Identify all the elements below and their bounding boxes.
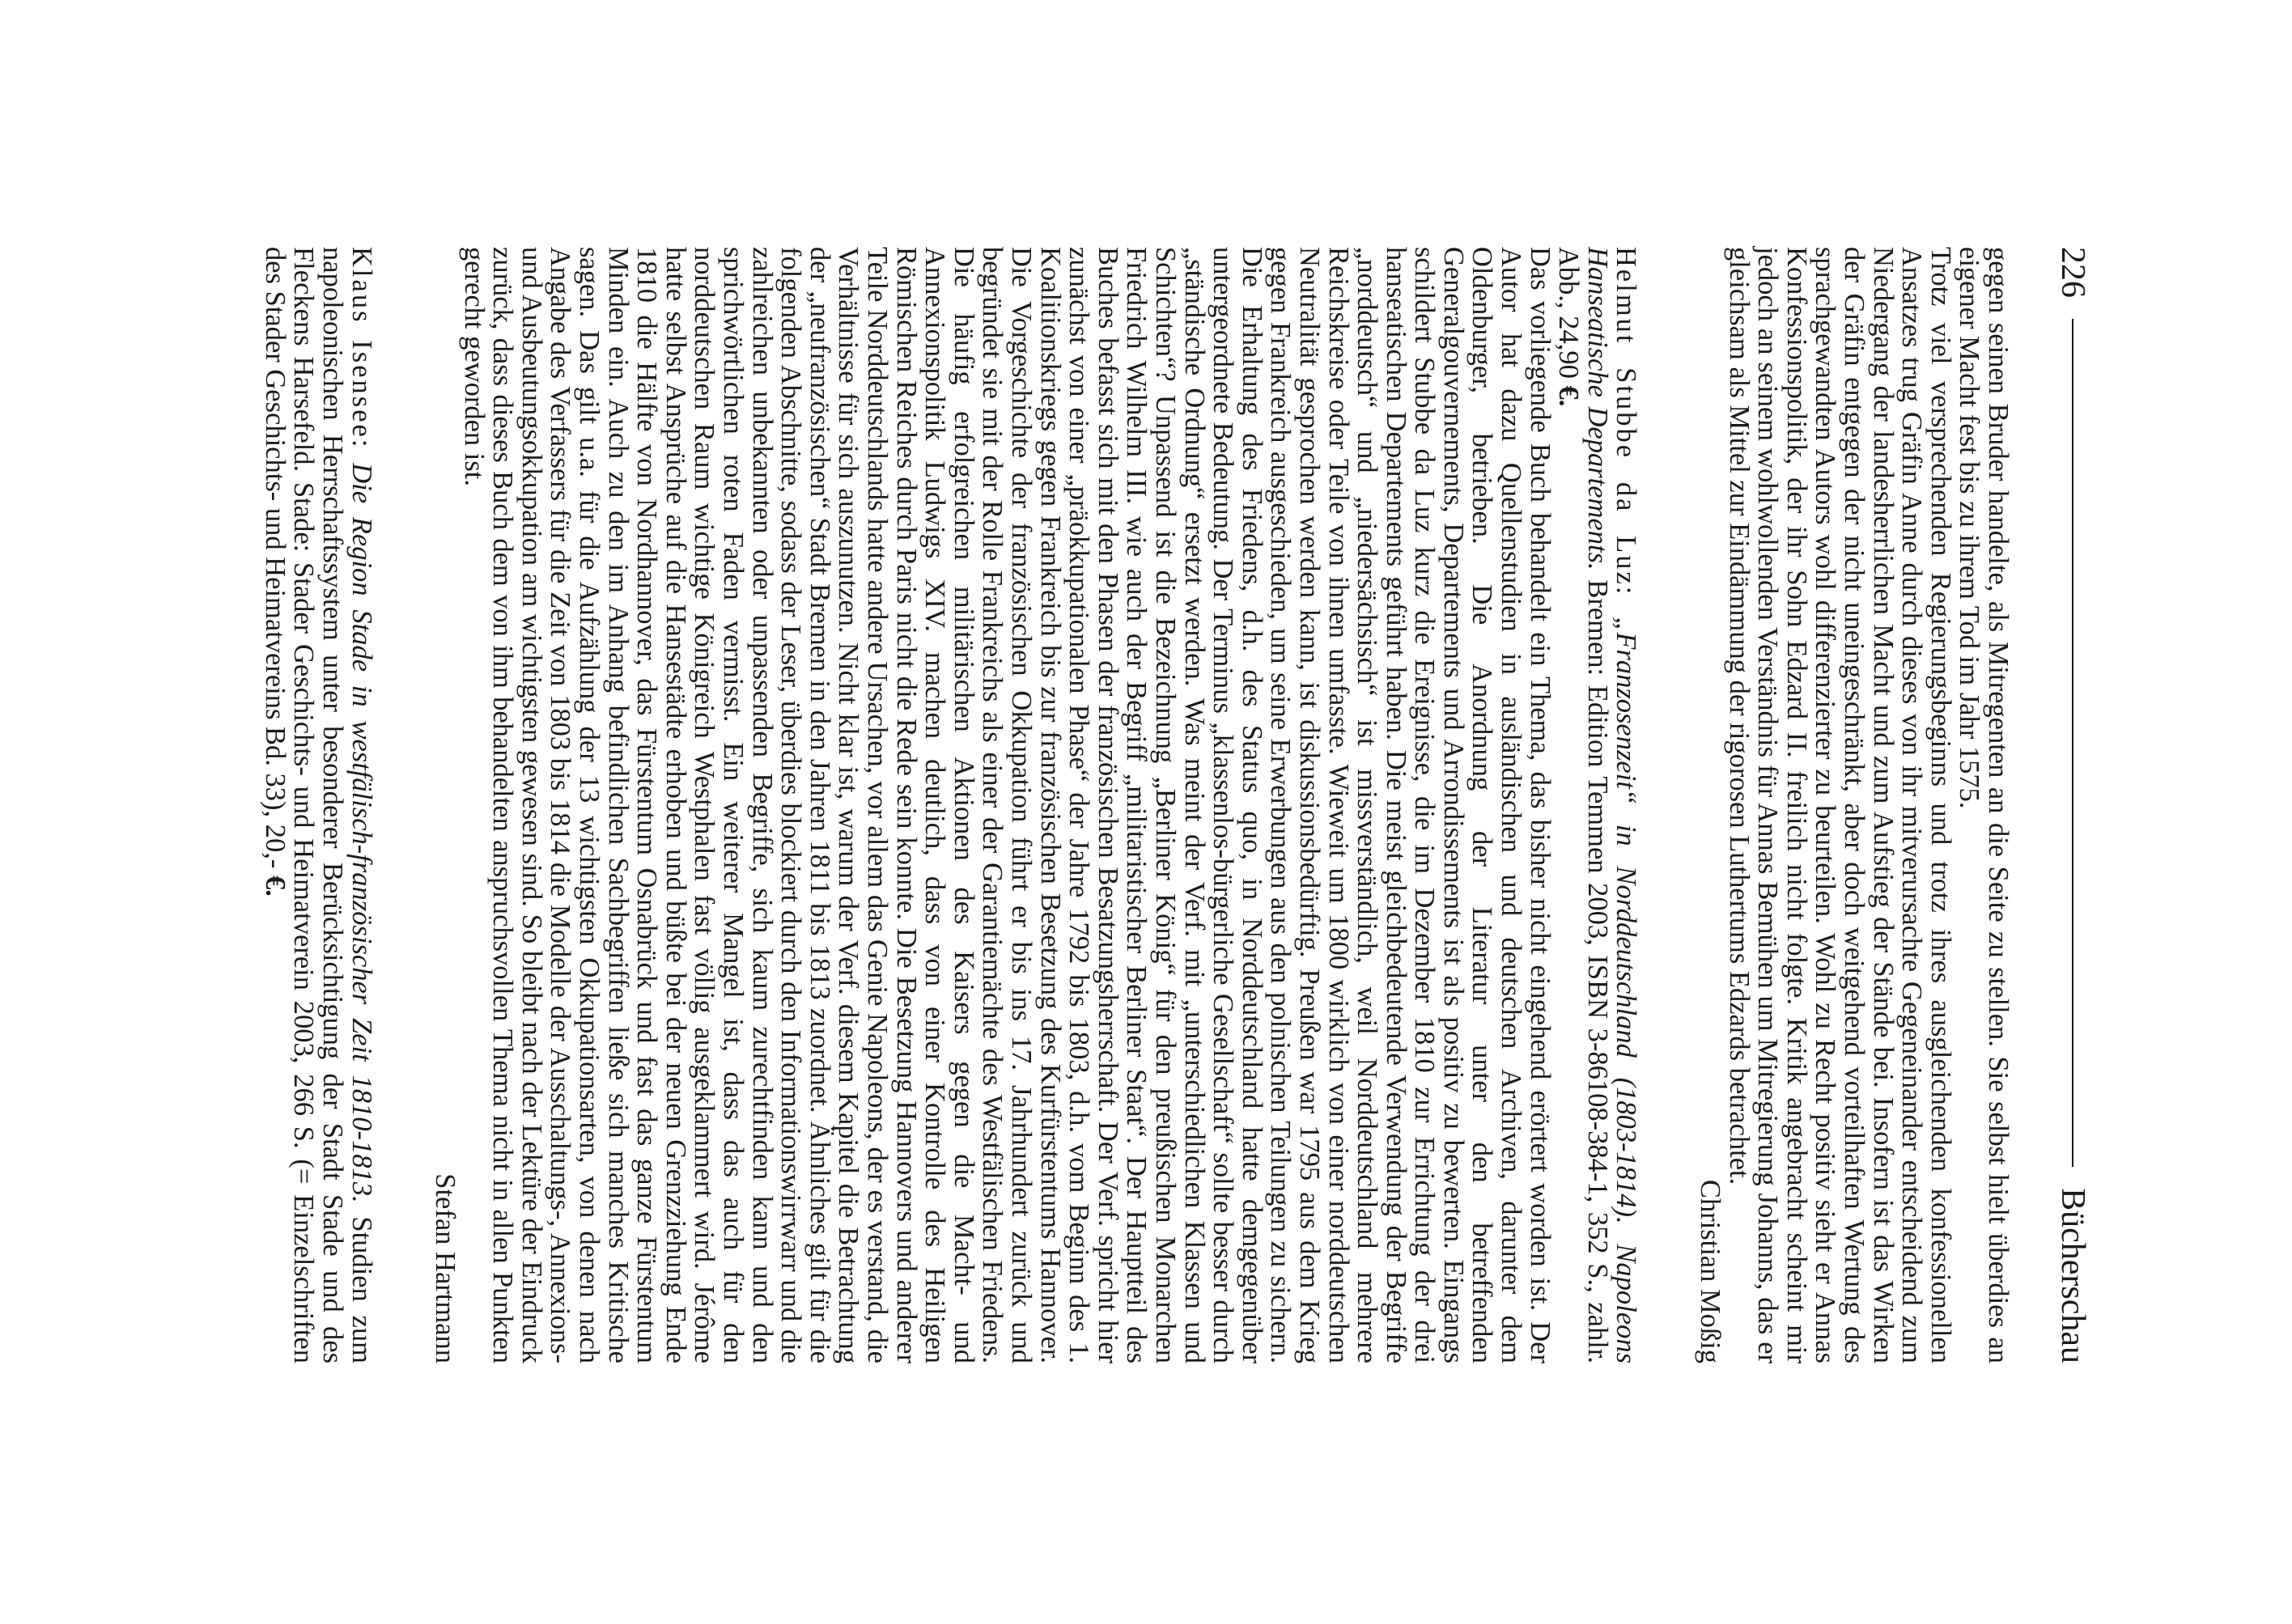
review3-citation bbox=[260, 247, 375, 1363]
review2-title: „Franzosenzeit“ in Norddeutschland (1803-1814). Napoleons Hanseatische Departements. bbox=[1581, 247, 1642, 1364]
review2-paragraph1: Das vorliegende Buch behandelt ein Thema, das bisher nicht eingehend erörtert worden ist. Der Autor hat dazu Quellenstudien in ausländischen und deutschen Archiven, darunter dem Oldenburger, betrieben. Die Anordnung der Literatur unter den betreffenden Generalgouvernements, Departements und Arrondissements ist als positiv zu bewerten. Eingangs schildert Stubbe da Luz kurz die Ereignisse, die im Dezember 1810 zur Errichtung der drei hanseatischen Departements geführt haben. Die meist gleichbedeutende Verwendung der Begriffe „norddeutsch“ und „niedersächsisch“ ist missverständlich, weil Norddeutschland mehrere Reichskreise oder Teile von ihnen umfasste. Wieweit um 1800 wirklich von einer norddeutschen Neutralität gesprochen werden kann, ist diskussionsbedürftig. Preußen war 1795 aus dem Krieg gegen Frankreich ausgeschieden, um seine Erwerbungen aus den polnischen Teilungen zu sichern. Die Erhaltung des Friedens, d.h. des Status quo, in Norddeutschland hatte demgegenüber untergeordnete Bedeutung. Der Terminus „klassenlos-bürgerliche Gesellschaft“ sollte besser durch „ständische Ordnung“ ersetzt werden. Was meint der Verf. mit „unterschiedlichen Klassen und Schichten“? Unpassend ist die Bezeichnung „Berliner König“ für den preußischen Monarchen Friedrich Wilhelm III. wie auch der Begriff „militaristischer Berliner Staat“. Der Hauptteil des Buches befasst sich mit den Phasen der französischen Besatzungsherrschaft. Der Verf. spricht hier zunächst von einer „präokkupationalen Phase“ der Jahre 1792 bis 1803, d.h. vom Beginn des 1. Koalitionskriegs gegen Frankreich bis zur französischen Besetzung des Kurfürstentums Hannover. Die Vorgeschichte der französischen Okkupation führt er bis ins 17. Jahrhundert zurück und begründet sie mit der Rolle Frankreichs als einer der Garantiemächte des Westfälischen Friedens. Die häufig erfolgreichen militärischen Aktionen des Kaisers gegen die Macht- und Annexionspolitik Ludwigs XIV. machen deutlich, dass von einer Kontrolle des Heiligen Römischen Reiches durch Paris nicht die Rede sein konnte. Die Besetzung Hannovers und anderer Teile Norddeutschlands hatte andere Ursachen, vor allem das Genie Napoleons, der es verstand, die Verhältnisse für sich auszunutzen. Nicht klar ist, warum der Verf. diesem Kapitel die Betrachtung der „neufranzösischen“ Stadt Bremen in den Jahren 1811 bis 1813 zuordnet. Ähnliches gilt für die folgenden Abschnitte, sodass der Leser, überdies blockiert durch den Informationswirrwarr und die zahlreichen unbekannten oder unpassenden Begriffe, sich kaum zurechtfinden kann und den sprichwörtlichen roten Faden vermisst. Ein weiterer Mangel ist, dass das auch für den norddeutschen Raum wichtige Königreich Westphalen fast völlig ausgeklammert wird. Jérôme hatte selbst Ansprüche auf die Hansestädte erhoben und büßte bei der neuen Grenzziehung Ende 1810 die Hälfte von Nordhannover, das Fürstentum Osnabrück und fast das ganze Fürstentum Minden ein. Auch zu den im Anhang befindlichen Sachbegriffen ließe sich manches Kritische sagen. Das gilt u.a. für die Aufzählung der 13 wichtigsten Okkupationsarten, von denen nach Angabe des Verfassers für die Zeit von 1803 bis 1814 die Modelle der Ausschaltungs-, Annexions- und Ausbeutungsokkupation am wichtigsten gewesen sind. So bleibt nach der Lektüre der Eindruck zurück, dass dieses Buch dem von ihm behandelten anspruchsvollen Thema nicht in allen Punkten gerecht geworden ist. bbox=[458, 247, 1556, 1363]
running-head bbox=[2056, 247, 2090, 1363]
review1-paragraph2: Trotz viel versprechenden Regierungsbeginns und trotz ihres ausgleichenden konfessionellen Ansatzes trug Gräfin Anne durch dieses von ihr mitverursachte Gegeneinander entscheidend zum Niedergang der landesherrlichen Macht und zum Aufstieg der Stände bei. Insofern ist das Wirken der Gräfin entgegen der nicht uneingeschränkt, aber doch weitgehend vorteilhaften Wertung des sprachgewandten Autors wohl differenzierter zu beurteilen. Wohl zu Recht positiv sieht er Annas Konfessionspolitik, der ihr Sohn Edzard II. freilich nicht folgte. Kritik angebracht scheint mir jedoch an seinem wohlwollenden Verständnis für Annas Bemühen um Mitregierung Johanns, das er gleichsam als Mittel zur Eindämmung der rigorosen Luthertums Edzards betrachtet. bbox=[1723, 247, 1956, 1363]
section-gap bbox=[1640, 247, 1695, 1363]
text-area bbox=[260, 247, 2090, 1363]
body-text bbox=[260, 247, 2012, 1363]
section-gap bbox=[376, 247, 431, 1363]
header-rule bbox=[2072, 319, 2073, 1167]
review2-author: Helmut Stubbe da Luz: bbox=[1611, 247, 1642, 597]
page-number: 226 bbox=[2054, 247, 2091, 298]
review3-title: Die Region Stade in westfälisch-französischer Zeit 1810-1813. bbox=[346, 463, 377, 1203]
review3-author: Klaus Isensee: bbox=[346, 247, 377, 450]
review2-signature: Stefan Hartmann bbox=[430, 1173, 461, 1363]
review2-citation bbox=[1554, 247, 1640, 1363]
review1-signature: Christian Moßig bbox=[1695, 1179, 1726, 1363]
review2-currency: €. bbox=[1553, 385, 1585, 407]
section-title: Bücherschau bbox=[2054, 1188, 2091, 1363]
review2-imprint: Bremen: Edition Temmen 2003, ISBN 3-86108-384-1, 352 S., zahlr. Abb., 24,90 bbox=[1553, 247, 1613, 1364]
review1-paragraph1: gegen seinen Bruder handelte, als Mitregenten an die Seite zu stellen. Sie selbst hielt überdies an eigener Macht fest bis zu ihrem Tod im Jahr 1575. bbox=[1954, 247, 2014, 1363]
review3-currency: €. bbox=[259, 876, 291, 897]
review3-imprint: Studien zum napoleonischen Herrschaftssystem unter besonderer Berücksichtigung der Stadt Stade und des Fleckens Harsefeld. Stade: Stader Geschichts- und Heimatverein 2003, 266 S. (= Einzelschriften des Stader Geschichts- und Heimatvereins Bd. 33), 20,- bbox=[259, 247, 377, 1363]
